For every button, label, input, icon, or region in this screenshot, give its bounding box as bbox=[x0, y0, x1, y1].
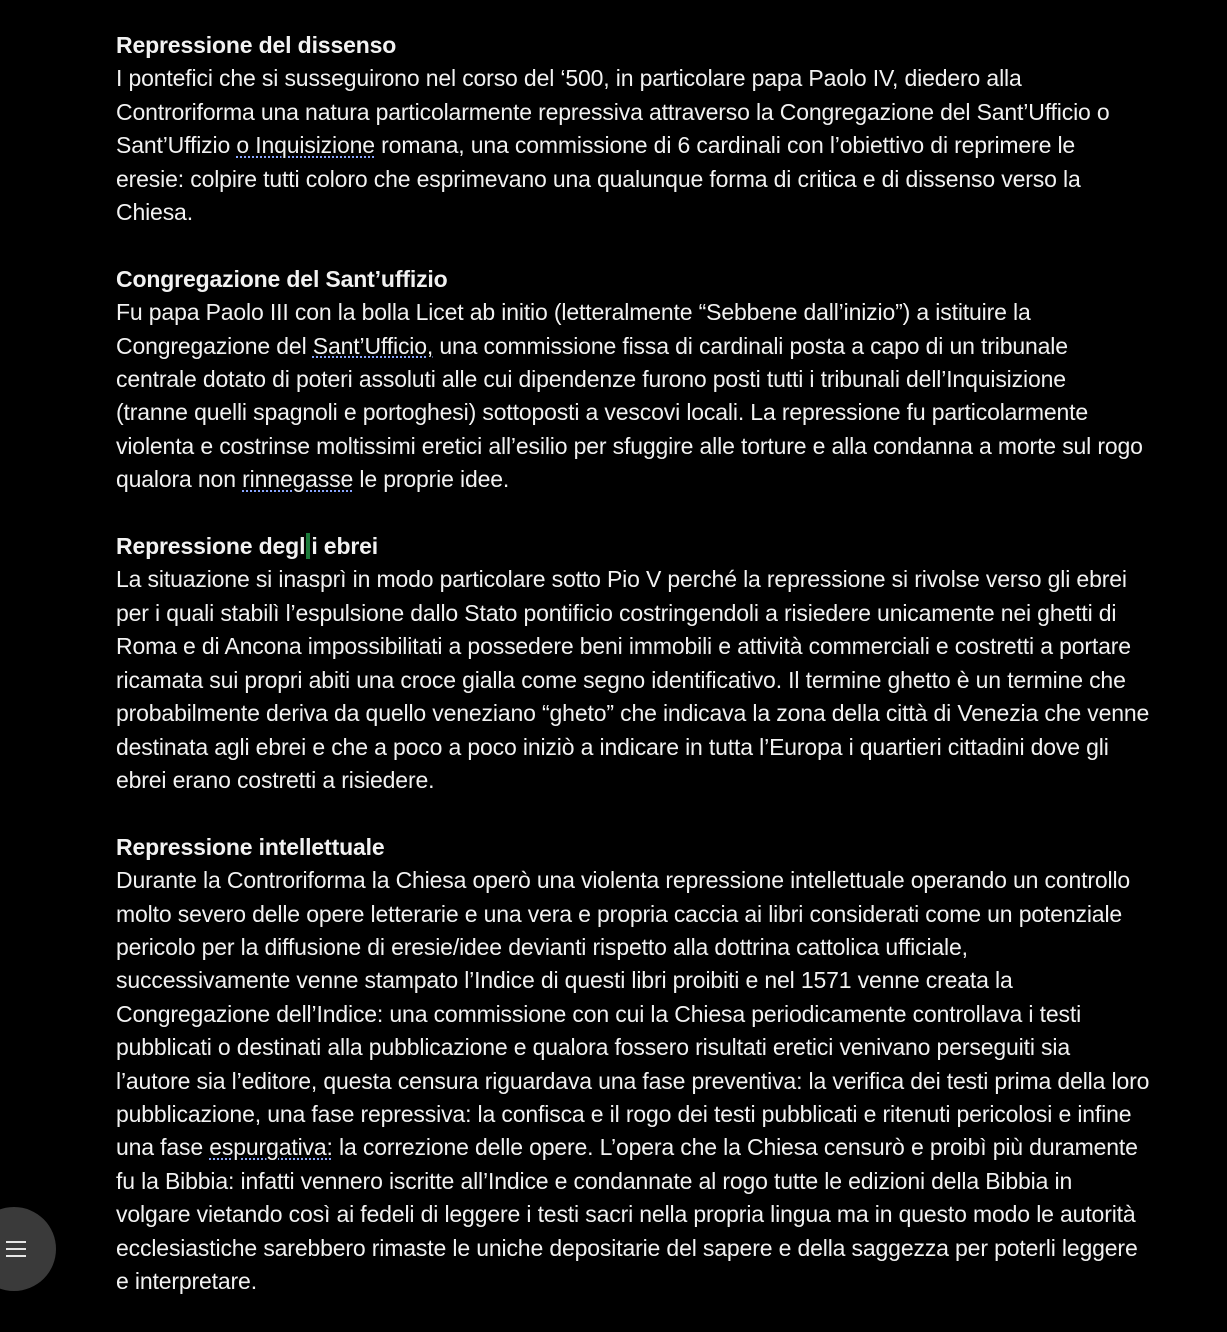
heading-text: Repressione degl bbox=[116, 533, 306, 560]
section-heading: Congregazione del Sant’uffizio bbox=[116, 265, 448, 292]
section-paragraph bbox=[116, 864, 1227, 1298]
section-heading: Repressione intellettuale bbox=[116, 833, 385, 860]
spellcheck-flagged-text[interactable]: rinnegasse bbox=[242, 466, 354, 493]
spellcheck-flagged-text[interactable]: Sant’Ufficio, bbox=[312, 332, 434, 359]
paragraph-text: romana, una commissione di 6 cardinali con l’obiettivo di reprimere le eresie: colpire tutti coloro che esprimevano una qualunque forma di critica e di dissenso verso la Chiesa. bbox=[116, 132, 1081, 226]
spellcheck-flagged-text[interactable]: o Inquisizione bbox=[236, 132, 375, 159]
paragraph-text: I pontefici che si susseguirono nel corso del ‘500, in particolare papa Paolo IV, diedero alla Controriforma una natura particolarmente repressiva attraverso la Congregazione del Sant’Ufficio o Sant’Uffizio bbox=[116, 65, 1110, 159]
section-repressione-intellettuale bbox=[116, 831, 1227, 1299]
document-body[interactable] bbox=[116, 29, 1227, 1332]
text-cursor bbox=[306, 533, 310, 559]
paragraph-text: le proprie idee. bbox=[353, 466, 510, 493]
outline-menu-button[interactable] bbox=[0, 1207, 56, 1291]
section-paragraph bbox=[116, 62, 1227, 229]
section-paragraph: La situazione si inasprì in modo particolare sotto Pio V perché la repressione si rivolse verso gli ebrei per i quali stabilì l’espulsione dallo Stato pontificio costringendoli a risiedere unicamente nei ghetti di Roma e di Ancona impossibilitati a possedere beni immobili e attività commerciali e costretti a portare ricamata sui propri abiti una croce gialla come segno identificativo. Il termine ghetto è un termine che probabilmente deriva da quello veneziano “gheto” che indicava la zona della città di Venezia che venne destinata agli ebrei e che a poco a poco iniziò a indicare in tutta l’Europa i quartieri cittadini dove gli ebrei erano costretti a risiedere. bbox=[116, 566, 1150, 793]
paragraph-text: la correzione delle opere. L’opera che la Chiesa censurò e proibì più duramente fu la Bibbia: infatti vennero iscritte all’Indice e condannate al rogo tutte le edizioni della Bibbia in volgare vietando così ai fedeli di leggere i testi sacri nella propria lingua ma in questo modo le autorità ecclesiastiche sarebbero rimaste le uniche depositarie del sapere e della saggezza per poterli leggere e interpretare. bbox=[116, 1134, 1138, 1294]
section-congregazione bbox=[116, 263, 1227, 497]
section-paragraph bbox=[116, 296, 1227, 496]
section-repressione-dissenso bbox=[116, 29, 1227, 229]
paragraph-text: una commissione fissa di cardinali posta a capo di un tribunale centrale dotato di poteri assoluti alle cui dipendenze furono posti tutti i tribunali dell’Inquisizione (tranne quelli spagnoli e portoghesi) sottoposti a vescovi locali. La repressione fu particolarmente violenta e costrinse moltissimi eretici all’esilio per sfuggire alle torture e alla condanna a morte sul rogo qualora non bbox=[116, 332, 1143, 493]
paragraph-text: Fu papa Paolo III con la bolla Licet ab initio (letteralmente “Sebbene dall’inizio”) a istituire la Congregazione del bbox=[116, 299, 1031, 359]
paragraph-text: Durante la Controriforma la Chiesa operò una violenta repressione intellettuale operando un controllo molto severo delle opere letterarie e una vera e propria caccia ai libri considerati come un potenziale pericolo per la diffusione di eresie/idee devianti rispetto alla dottrina cattolica ufficiale, successivamente venne stampato l’Indice di questi libri proibiti e nel 1571 venne creata la Congregazione dell’Indice: una commissione con cui la Chiesa periodicamente controllava i testi pubblicati o destinati alla pubblicazione e qualora fossero risultati eretici venivano perseguiti sia l’autore sia l’editore, questa censura riguardava una fase preventiva: la verifica dei testi prima della loro pubblicazione, una fase repressiva: la confisca e il rogo dei testi pubblicati e ritenuti pericolosi e infine una fase bbox=[116, 867, 1150, 1161]
heading-text: i ebrei bbox=[311, 533, 379, 560]
section-repressione-ebrei bbox=[116, 530, 1227, 797]
spellcheck-flagged-text[interactable]: espurgativa: bbox=[209, 1134, 333, 1161]
section-heading: Repressione del dissenso bbox=[116, 32, 397, 58]
menu-icon bbox=[6, 1241, 26, 1257]
section-heading bbox=[116, 530, 1227, 563]
